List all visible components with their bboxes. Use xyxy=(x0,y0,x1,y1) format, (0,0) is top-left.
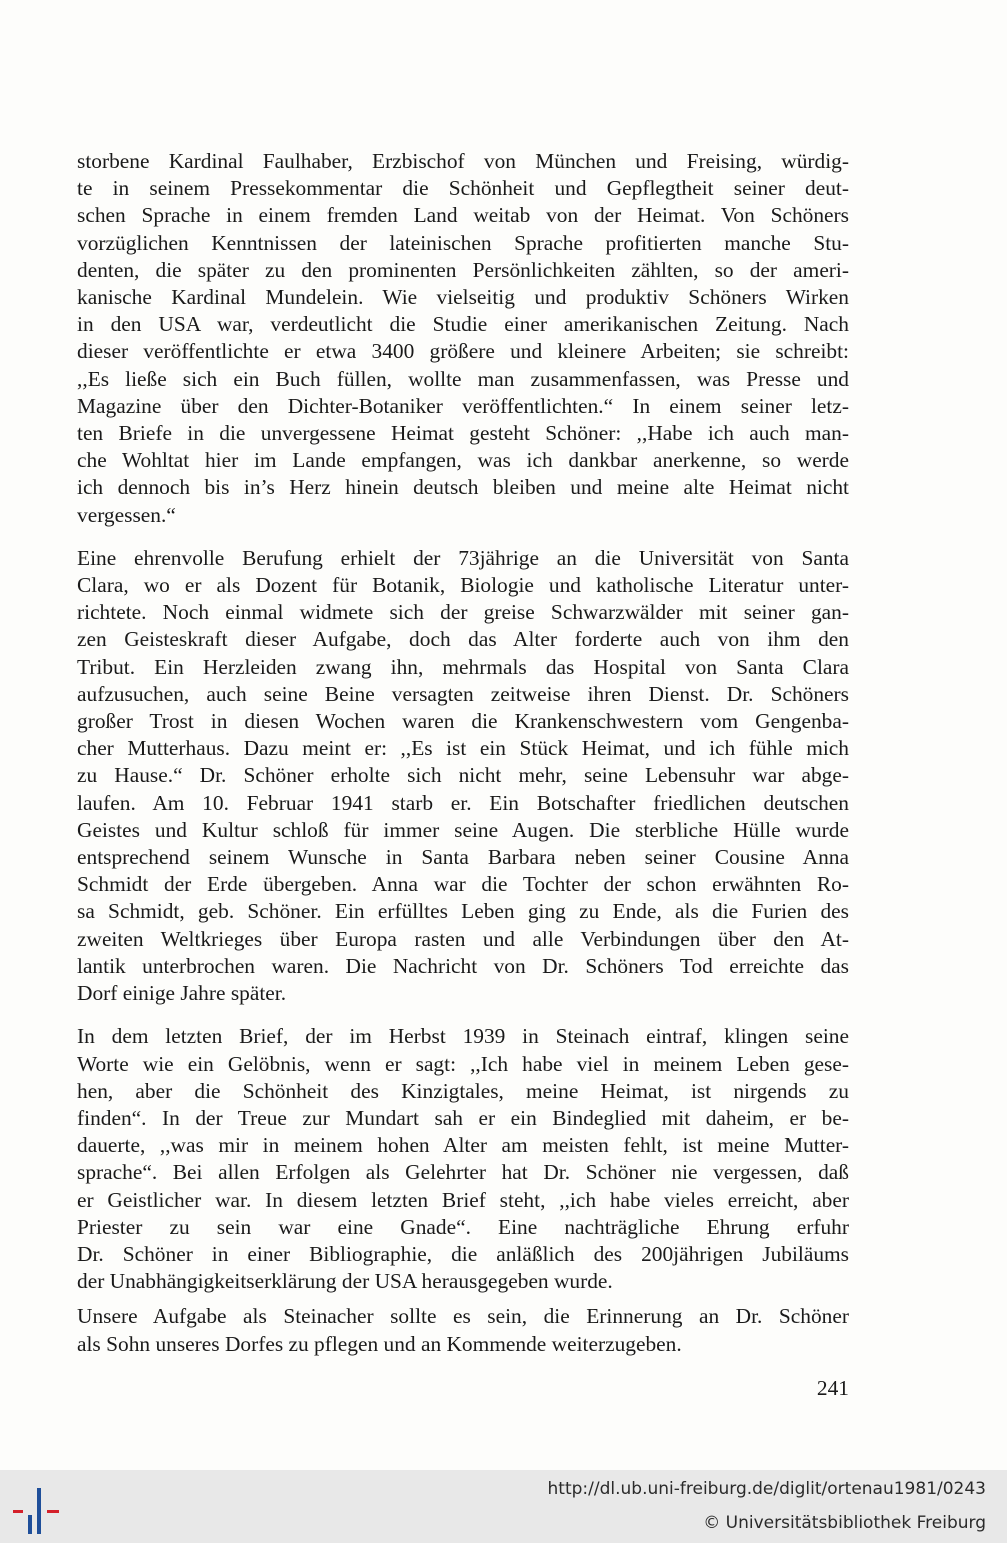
paragraph-4 xyxy=(77,1303,849,1357)
logo-blue-bar-2 xyxy=(37,1488,41,1534)
text-line: kanische Kardinal Mundelein. Wie vielseitig und produktiv Schöners Wirken xyxy=(77,285,849,310)
footer-bar xyxy=(0,1470,1007,1543)
logo-blue-bar-1 xyxy=(28,1515,32,1534)
text-line: dauerte, ,,was mir in meinem hohen Alter am meisten fehlt, ist meine Mutter- xyxy=(77,1133,849,1158)
text-line: zweiten Weltkrieges über Europa rasten und alle Verbindungen über den At- xyxy=(77,926,849,951)
text-line: sa Schmidt, geb. Schöner. Ein erfülltes Leben ging zu Ende, als die Furien des xyxy=(77,899,849,924)
text-line: cher Mutterhaus. Dazu meint er: ,,Es ist ein Stück Heimat, und ich fühle mich xyxy=(77,736,849,761)
text-line: Dorf einige Jahre später. xyxy=(77,981,287,1006)
text-line: Unsere Aufgabe als Steinacher sollte es sein, die Erinnerung an Dr. Schöner xyxy=(77,1304,849,1329)
page-body xyxy=(77,148,849,1358)
text-line: in den USA war, verdeutlicht die Studie einer amerikanischen Zeitung. Nach xyxy=(77,312,849,337)
text-line: vorzüglichen Kenntnissen der lateinischen Sprache profitierten manche Stu- xyxy=(77,230,849,255)
logo-red-right-mark xyxy=(47,1510,59,1513)
text-line: Tribut. Ein Herzleiden zwang ihn, mehrmals das Hospital von Santa Clara xyxy=(77,654,849,679)
text-line: als Sohn unseres Dorfes zu pflegen und an Kommende weiterzugeben. xyxy=(77,1331,682,1356)
text-line: ich dennoch bis in’s Herz hinein deutsch bleiben und meine alte Heimat nicht xyxy=(77,475,849,500)
text-line: storbene Kardinal Faulhaber, Erzbischof von München und Freising, würdig- xyxy=(77,149,849,173)
text-line: te in seinem Pressekommentar die Schönheit und Gepflegtheit seiner deut- xyxy=(77,176,849,201)
text-line: Dr. Schöner in einer Bibliographie, die anläßlich des 200jährigen Jubiläums xyxy=(77,1241,849,1266)
footer-url-link[interactable]: http://dl.ub.uni-freiburg.de/diglit/ortenau1981/0243 xyxy=(547,1479,986,1499)
text-line: großer Trost in diesen Wochen waren die Krankenschwestern vom Gengenba- xyxy=(77,709,849,734)
text-line: Geistes und Kultur schloß für immer seine Augen. Die sterbliche Hülle wurde xyxy=(77,817,849,842)
text-line: ten Briefe in die unvergessene Heimat gesteht Schöner: ,,Habe ich auch man- xyxy=(77,421,849,446)
text-line: schen Sprache in einem fremden Land weitab von der Heimat. Von Schöners xyxy=(77,203,849,228)
text-line: vergessen.“ xyxy=(77,502,176,527)
text-line: Priester zu sein war eine Gnade“. Eine nachträgliche Ehrung erfuhr xyxy=(77,1214,849,1239)
text-line: aufzusuchen, auch seine Beine versagten zeitweise ihren Dienst. Dr. Schöners xyxy=(77,681,849,706)
text-line: In dem letzten Brief, der im Herbst 1939 in Steinach eintraf, klingen seine xyxy=(77,1024,849,1049)
paragraph-1 xyxy=(77,148,849,529)
text-line: der Unabhängigkeitserklärung der USA herausgegeben wurde. xyxy=(77,1269,613,1294)
paragraph-3 xyxy=(77,1023,849,1295)
text-line: ,,Es ließe sich ein Buch füllen, wollte man zusammenfassen, was Presse und xyxy=(77,366,849,391)
footer-copyright: © Universitätsbibliothek Freiburg xyxy=(703,1513,986,1533)
logo-red-left-mark xyxy=(13,1510,23,1513)
ub-freiburg-logo-icon xyxy=(10,1480,64,1536)
text-line: hen, aber die Schönheit des Kinzigtales, meine Heimat, ist nirgends zu xyxy=(77,1078,849,1103)
text-line: Eine ehrenvolle Berufung erhielt der 73jährige an die Universität von Santa xyxy=(77,545,849,570)
paragraph-2 xyxy=(77,545,849,1007)
text-line: laufen. Am 10. Februar 1941 starb er. Ein Botschafter friedlichen deutschen xyxy=(77,790,849,815)
text-line: Magazine über den Dichter-Botaniker veröffentlichten.“ In einem seiner letz- xyxy=(77,393,849,418)
text-line: entsprechend seinem Wunsche in Santa Barbara neben seiner Cousine Anna xyxy=(77,845,849,870)
text-line: richtete. Noch einmal widmete sich der greise Schwarzwälder mit seiner gan- xyxy=(77,600,849,625)
text-line: lantik unterbrochen waren. Die Nachricht von Dr. Schöners Tod erreichte das xyxy=(77,953,849,978)
text-line: finden“. In der Treue zur Mundart sah er ein Bindeglied mit daheim, er be- xyxy=(77,1105,849,1130)
text-line: sprache“. Bei allen Erfolgen als Gelehrter hat Dr. Schöner nie vergessen, daß xyxy=(77,1160,849,1185)
text-line: Worte wie ein Gelöbnis, wenn er sagt: ,,Ich habe viel in meinem Leben gese- xyxy=(77,1051,849,1076)
text-line: zu Hause.“ Dr. Schöner erholte sich nicht mehr, seine Lebensuhr war abge- xyxy=(77,763,849,788)
text-line: er Geistlicher war. In diesem letzten Brief steht, ,,ich habe vieles erreicht, aber xyxy=(77,1187,849,1212)
text-line: zen Geisteskraft dieser Aufgabe, doch das Alter forderte auch von ihm den xyxy=(77,627,849,652)
text-line: che Wohltat hier im Lande empfangen, was ich dankbar anerkenne, so werde xyxy=(77,448,849,473)
text-line: denten, die später zu den prominenten Persönlichkeiten zählten, so der ameri- xyxy=(77,257,849,282)
text-line: dieser veröffentlichte er etwa 3400 größere und kleinere Arbeiten; sie schreibt: xyxy=(77,339,849,364)
page-number: 241 xyxy=(816,1376,849,1400)
text-line: Schmidt der Erde übergeben. Anna war die Tochter der schon erwähnten Ro- xyxy=(77,872,849,897)
text-line: Clara, wo er als Dozent für Botanik, Biologie und katholische Literatur unter- xyxy=(77,573,849,598)
